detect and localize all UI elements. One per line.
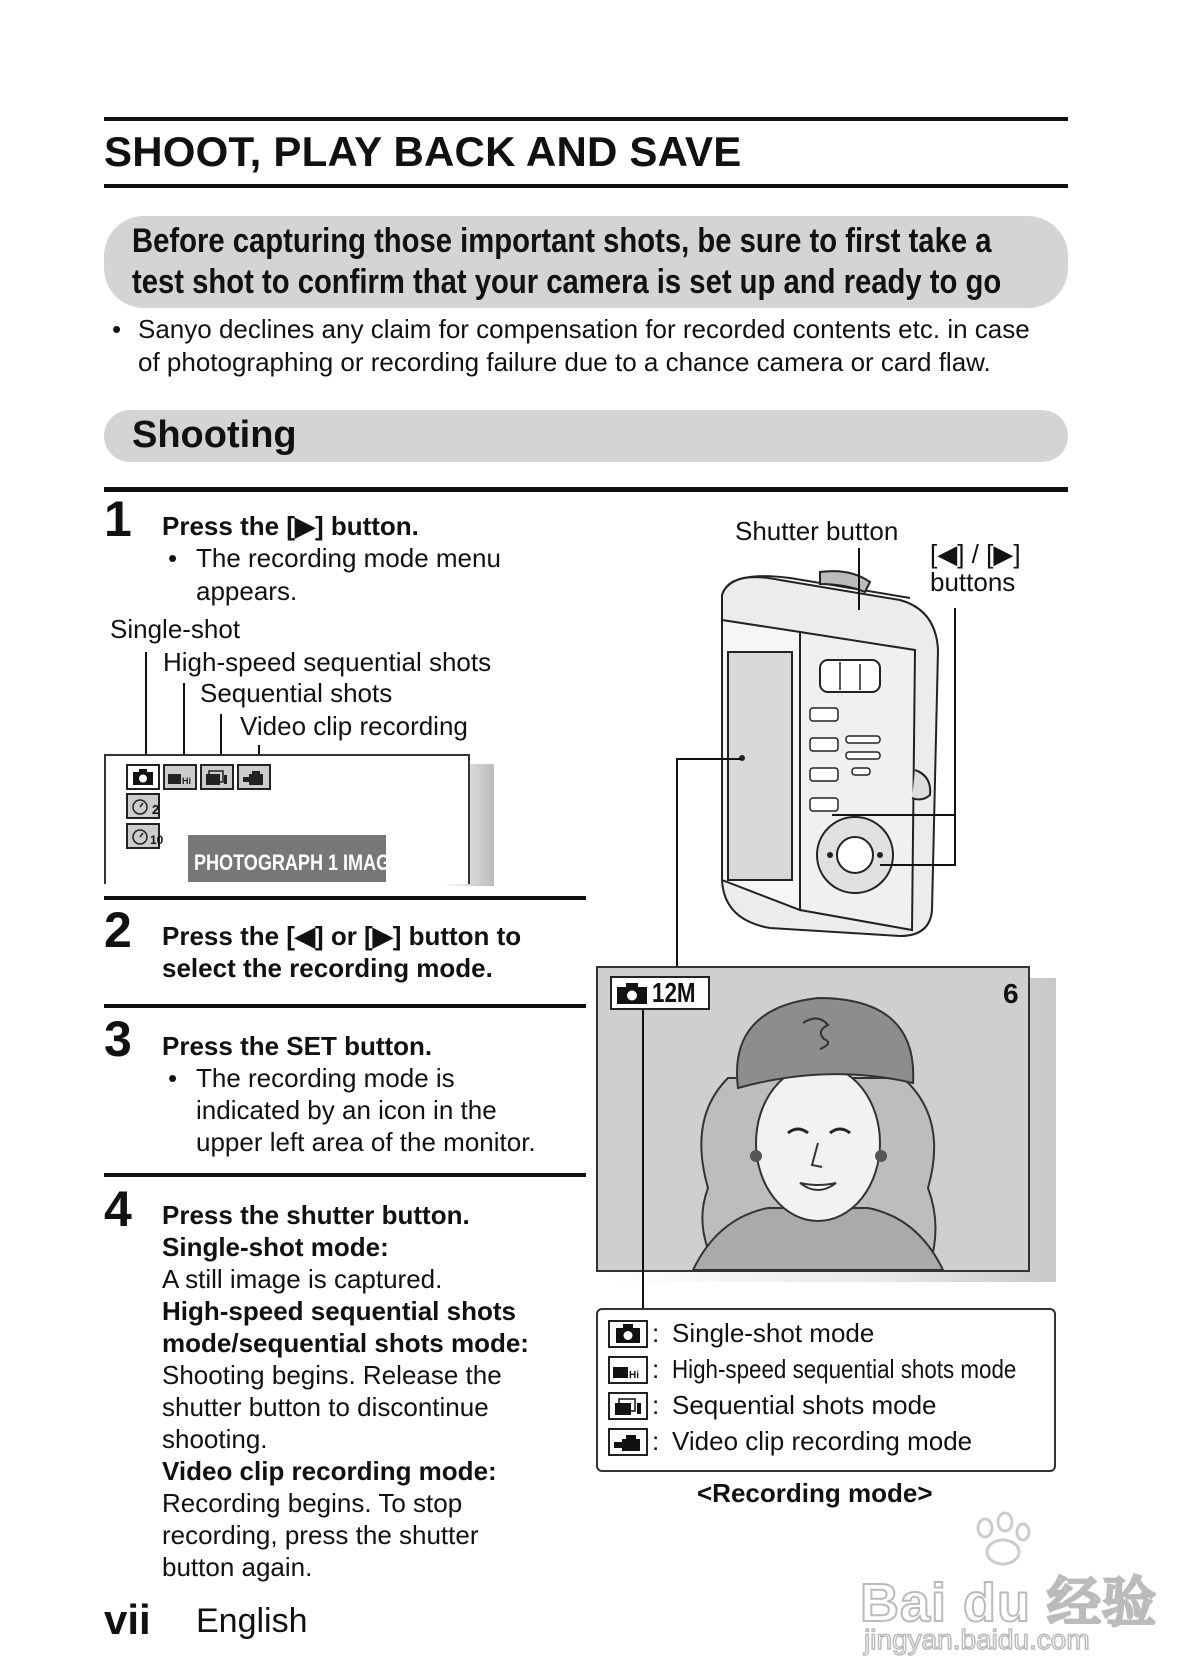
- menu-caption: PHOTOGRAPH 1 IMAGE: [194, 850, 403, 875]
- legend-high-speed-icon: [608, 1356, 648, 1384]
- section-title: SHOOT, PLAY BACK AND SAVE: [104, 128, 742, 175]
- note-line-2: of photographing or recording failure due to a chance camera or card flaw.: [138, 347, 991, 377]
- label-high-speed: High-speed sequential shots: [163, 647, 492, 677]
- arrow-buttons-label-1: [◀] / [▶]: [930, 539, 1021, 569]
- arrows-leader-v: [954, 608, 956, 866]
- step-1-number: 1: [104, 491, 132, 547]
- watermark-url: jingyan.baidu.com: [864, 1624, 1090, 1655]
- step-2-rule: [104, 896, 586, 900]
- legend-sep-2: :: [652, 1354, 660, 1384]
- shooting-rule: [104, 487, 1068, 492]
- monitor-single-shot-icon: [614, 980, 650, 1006]
- label-single-shot: Single-shot: [110, 614, 241, 644]
- single-shot-mode-title: Single-shot mode:: [162, 1232, 389, 1262]
- intro-line-1: Before capturing those important shots, be sure to first take a: [132, 222, 992, 260]
- legend-high-speed: High-speed sequential shots mode: [672, 1354, 1017, 1384]
- label-video-clip: Video clip recording: [240, 711, 468, 741]
- arrows-leader-h2: [880, 864, 956, 866]
- label-sequential: Sequential shots: [200, 678, 393, 708]
- step-2-heading-2: select the recording mode.: [162, 953, 493, 983]
- self-timer-2-value: 2: [152, 802, 160, 817]
- portrait-illustration: [598, 968, 1028, 1270]
- legend-video: Video clip recording mode: [672, 1426, 973, 1456]
- leader-hispeed: [183, 683, 185, 760]
- legend-sep-3: :: [652, 1390, 660, 1420]
- step-1-bullet: •: [168, 543, 178, 573]
- sequential-mode-title-2: mode/sequential shots mode:: [162, 1328, 529, 1358]
- legend-single-shot: Single-shot mode: [672, 1318, 875, 1348]
- video-mode-text-3: button again.: [162, 1552, 313, 1582]
- step-2-number: 2: [104, 902, 132, 958]
- step-2-heading-1: Press the [◀] or [▶] button to: [162, 921, 522, 951]
- step-3-text-2: indicated by an icon in the: [196, 1095, 497, 1125]
- leader-single: [145, 652, 147, 760]
- watermark-brand: Bai du 经验: [860, 1573, 1158, 1633]
- step-4-rule: [104, 1173, 586, 1177]
- note-line-1: Sanyo declines any claim for compensation for recorded contents etc. in case: [138, 314, 1030, 344]
- menu-sequential-icon: [200, 764, 234, 790]
- mode-icon-leader: [642, 1010, 644, 1308]
- menu-high-speed-icon: [163, 764, 197, 790]
- monitor-resolution: 12M: [652, 977, 696, 1008]
- step-3-text-1: The recording mode is: [196, 1063, 455, 1093]
- self-timer-10-value: 10: [150, 833, 164, 847]
- arrow-buttons-label-2: buttons: [930, 567, 1016, 597]
- svg-text:Hi: Hi: [182, 776, 191, 786]
- step-3-text-3: upper left area of the monitor.: [196, 1127, 536, 1157]
- legend-sep-4: :: [652, 1426, 660, 1456]
- sequential-mode-text-3: shooting.: [162, 1424, 268, 1454]
- step-3-bullet: •: [168, 1063, 178, 1093]
- subsection-title: Shooting: [132, 414, 297, 456]
- monitor-screen: [596, 966, 1030, 1272]
- step-1-text-2: appears.: [196, 576, 298, 606]
- svg-text:Hi: Hi: [629, 1370, 639, 1381]
- step-3-rule: [104, 1004, 586, 1008]
- footer-language: English: [196, 1602, 308, 1640]
- legend-sequential: Sequential shots mode: [672, 1390, 937, 1420]
- monitor-shot-count: 6: [1003, 978, 1019, 1009]
- sequential-mode-text-1: Shooting begins. Release the: [162, 1360, 502, 1390]
- legend-caption: <Recording mode>: [697, 1478, 933, 1508]
- intro-line-2: test shot to confirm that your camera is set up and ready to go: [132, 263, 1002, 301]
- shutter-leader: [858, 548, 860, 610]
- top-rule: [104, 117, 1068, 121]
- legend-sep-1: :: [652, 1318, 660, 1348]
- note-bullet: •: [112, 314, 122, 344]
- step-1-text-1: The recording mode menu: [196, 543, 501, 573]
- monitor-leader-v: [676, 758, 678, 966]
- sequential-mode-text-2: shutter button to discontinue: [162, 1392, 489, 1422]
- video-mode-title: Video clip recording mode:: [162, 1456, 497, 1486]
- arrows-leader-h1: [832, 814, 956, 816]
- title-underline: [104, 184, 1068, 188]
- menu-single-shot-icon: [126, 764, 160, 790]
- legend-single-shot-icon: [608, 1320, 648, 1348]
- legend-sequential-icon: [608, 1392, 648, 1420]
- sequential-mode-title-1: High-speed sequential shots: [162, 1296, 516, 1326]
- menu-video-icon: [237, 764, 271, 790]
- step-1-heading: Press the [▶] button.: [162, 511, 419, 541]
- video-mode-text-2: recording, press the shutter: [162, 1520, 479, 1550]
- step-4-number: 4: [104, 1181, 132, 1237]
- legend-video-icon: [608, 1428, 648, 1456]
- step-3-heading: Press the SET button.: [162, 1031, 433, 1061]
- page-number: vii: [104, 1596, 151, 1643]
- step-3-number: 3: [104, 1011, 132, 1067]
- video-mode-text-1: Recording begins. To stop: [162, 1488, 463, 1518]
- step-4-heading: Press the shutter button.: [162, 1200, 470, 1230]
- shutter-button-label: Shutter button: [735, 516, 899, 546]
- monitor-leader-h: [676, 758, 742, 760]
- single-shot-mode-text: A still image is captured.: [162, 1264, 443, 1294]
